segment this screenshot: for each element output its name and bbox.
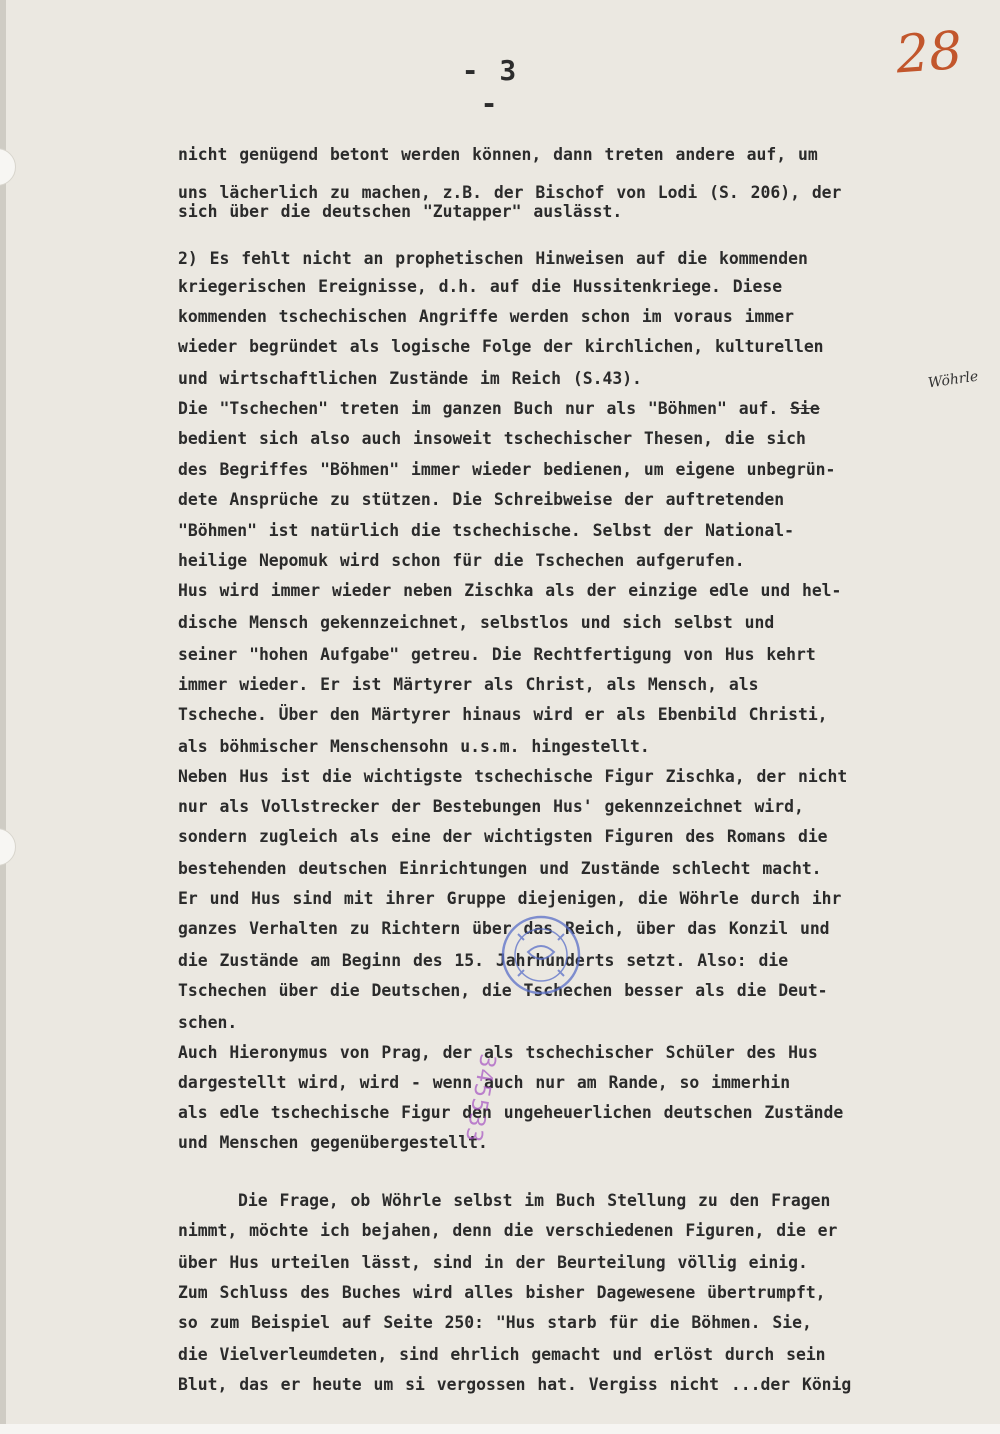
text-line: seiner "hohen Aufgabe" getreu. Die Rechtfertigung von Hus kehrt <box>178 645 816 664</box>
text-line: dargestellt wird, wird - wenn auch nur am Rande, so immerhin <box>178 1073 791 1092</box>
text-line: bestehenden deutschen Einrichtungen und Zustände schlecht macht. <box>178 859 822 878</box>
text-line: dete Ansprüche zu stützen. Die Schreibweise der auftretenden <box>178 490 785 509</box>
text-line: sich über die deutschen "Zutapper" auslässt. <box>178 202 623 221</box>
text-line: Tschechen über die Deutschen, die Tschechen besser als die Deut- <box>178 981 828 1000</box>
text-line: schen. <box>178 1013 238 1032</box>
text-line: über Hus urteilen lässt, sind in der Beurteilung völlig einig. <box>178 1253 808 1272</box>
text-line: nicht genügend betont werden können, dann treten andere auf, um <box>178 145 818 164</box>
text-line: so zum Beispiel auf Seite 250: "Hus starb für die Böhmen. Sie, <box>178 1313 812 1332</box>
text-line: und Menschen gegenübergestellt. <box>178 1133 488 1152</box>
archive-stamp <box>498 912 584 998</box>
text-line: nur als Vollstrecker der Bestebungen Hus' gekennzeichnet wird, <box>178 797 804 816</box>
text-line: sondern zugleich als eine der wichtigsten Figuren des Romans die <box>178 827 828 846</box>
text-line: "Böhmen" ist natürlich die tschechische. Selbst der National- <box>178 521 794 540</box>
text-line: Er und Hus sind mit ihrer Gruppe diejenigen, die Wöhrle durch ihr <box>178 889 842 908</box>
text-line: kriegerischen Ereignisse, d.h. auf die Hussitenkriege. Diese <box>178 277 783 296</box>
text-line: als edle tschechische Figur den ungeheuerlichen deutschen Zustände <box>178 1103 844 1122</box>
text-line: ganzes Verhalten zu Richtern über das Reich, über das Konzil und <box>178 919 830 938</box>
page-number: - 3 - <box>461 54 519 120</box>
margin-note: Wöhrle <box>927 368 980 392</box>
text-line: nimmt, möchte ich bejahen, denn die verschiedenen Figuren, die er <box>178 1221 838 1240</box>
folio-number: 28 <box>894 20 965 86</box>
text-line: uns lächerlich zu machen, z.B. der Bischof von Lodi (S. 206), der <box>178 183 842 202</box>
stamp-number: 345533 <box>459 1051 500 1145</box>
text-line: kommenden tschechischen Angriffe werden schon im voraus immer <box>178 307 794 326</box>
text-line: Die Frage, ob Wöhrle selbst im Buch Stellung zu den Fragen <box>238 1191 831 1210</box>
text-line: Blut, das er heute um si vergossen hat. Vergiss nicht ...der König <box>178 1375 852 1394</box>
text-line: Tscheche. Über den Märtyrer hinaus wird er als Ebenbild Christi, <box>178 705 828 724</box>
text-line: als böhmischer Menschensohn u.s.m. hingestellt. <box>178 737 650 756</box>
text-line: Neben Hus ist die wichtigste tschechische Figur Zischka, der nicht <box>178 767 848 786</box>
text-line: wieder begründet als logische Folge der kirchlichen, kulturellen <box>178 337 824 356</box>
text-line-content: Die "Tschechen" treten im ganzen Buch nur als "Böhmen" auf. <box>178 399 779 418</box>
text-line: die Zustände am Beginn des 15. Jahrhunderts setzt. Also: die <box>178 951 789 970</box>
text-line: heilige Nepomuk wird schon für die Tschechen aufgerufen. <box>178 551 745 570</box>
text-line: des Begriffes "Böhmen" immer wieder bedienen, um eigene unbegrün- <box>178 460 836 479</box>
text-line: bedient sich also auch insoweit tschechischer Thesen, die sich <box>178 429 806 448</box>
text-line: dische Mensch gekennzeichnet, selbstlos und sich selbst und <box>178 613 775 632</box>
text-line: Zum Schluss des Buches wird alles bisher Dagewesene übertrumpft, <box>178 1283 826 1302</box>
struck-word: Sie <box>790 399 820 418</box>
text-line: Hus wird immer wieder neben Zischka als der einzige edle und hel- <box>178 581 842 600</box>
text-line: immer wieder. Er ist Märtyrer als Christ, als Mensch, als <box>178 675 759 694</box>
text-line: 2) Es fehlt nicht an prophetischen Hinweisen auf die kommenden <box>178 249 808 268</box>
text-line: Auch Hieronymus von Prag, der als tschechischer Schüler des Hus <box>178 1043 818 1062</box>
text-line: und wirtschaftlichen Zustände im Reich (S.43). <box>178 369 642 388</box>
text-line: die Vielverleumdeten, sind ehrlich gemacht und erlöst durch sein <box>178 1345 826 1364</box>
text-line <box>178 392 820 426</box>
